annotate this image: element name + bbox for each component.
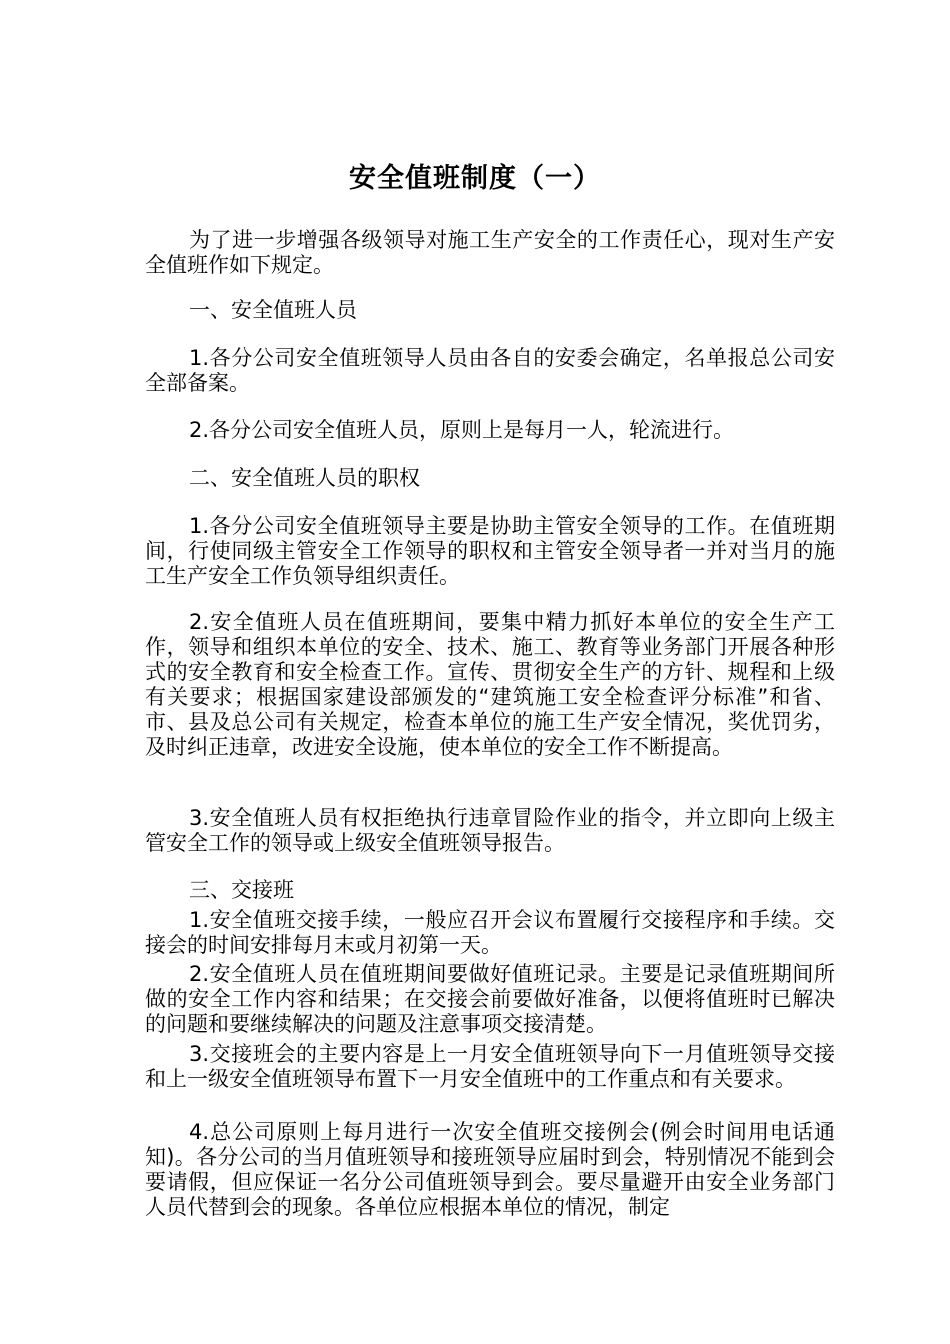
section-2-paragraph-1: 1.各分公司安全值班领导主要是协助主管安全领导的工作。在值班期间，行使同级主管安全工作领导的职权和主管安全领导者一并对当月的施工生产安全工作负领导组织责任。 [145,514,835,588]
section-3-paragraph-3: 3.交接班会的主要内容是上一月安全值班领导向下一月值班领导交接和上一级安全值班领导布置下一月安全值班中的工作重点和有关要求。 [145,1042,835,1091]
section-1-heading: 一、安全值班人员 [189,298,357,322]
section-3-paragraph-1: 1.安全值班交接手续，一般应召开会议布置履行交接程序和手续。交接会的时间安排每月末或月初第一天。 [145,908,835,957]
section-2-paragraph-3: 3.安全值班人员有权拒绝执行违章冒险作业的指令，并立即向上级主管安全工作的领导或上级安全值班领导报告。 [145,806,835,855]
section-3-paragraph-2: 2.安全值班人员在值班期间要做好值班记录。主要是记录值班期间所做的安全工作内容和结果；在交接会前要做好准备，以便将值班时已解决的问题和要继续解决的问题及注意事项交接清楚。 [145,962,835,1036]
section-2-heading: 二、安全值班人员的职权 [189,466,420,490]
intro-paragraph: 为了进一步增强各级领导对施工生产安全的工作责任心，现对生产安全值班作如下规定。 [145,228,835,277]
section-2-paragraph-2: 2.安全值班人员在值班期间，要集中精力抓好本单位的安全生产工作，领导和组织本单位的安全、技术、施工、教育等业务部门开展各种形式的安全教育和安全检查工作。宣传、贯彻安全生产的方针、规程和上级有关要求；根据国家建设部颁发的“建筑施工安全检查评分标准”和省、市、县及总公司有关规定，检查本单位的施工生产安全情况，奖优罚劣，及时纠正违章，改进安全设施，使本单位的安全工作不断提高。 [145,610,835,759]
section-1-paragraph-2: 2.各分公司安全值班人员，原则上是每月一人，轮流进行。 [189,418,735,442]
section-3-paragraph-4: 4.总公司原则上每月进行一次安全值班交接例会(例会时间用电话通知)。各分公司的当月值班领导和接班领导应届时到会，特别情况不能到会要请假，但应保证一名分公司值班领导到会。要尽量避开由安全业务部门人员代替到会的现象。各单位应根据本单位的情况，制定 [145,1120,835,1219]
document-title: 安全值班制度（一） [349,163,601,194]
section-1-paragraph-1: 1.各分公司安全值班领导人员由各自的安委会确定，名单报总公司安全部备案。 [145,346,835,395]
section-3-heading: 三、交接班 [189,878,294,902]
